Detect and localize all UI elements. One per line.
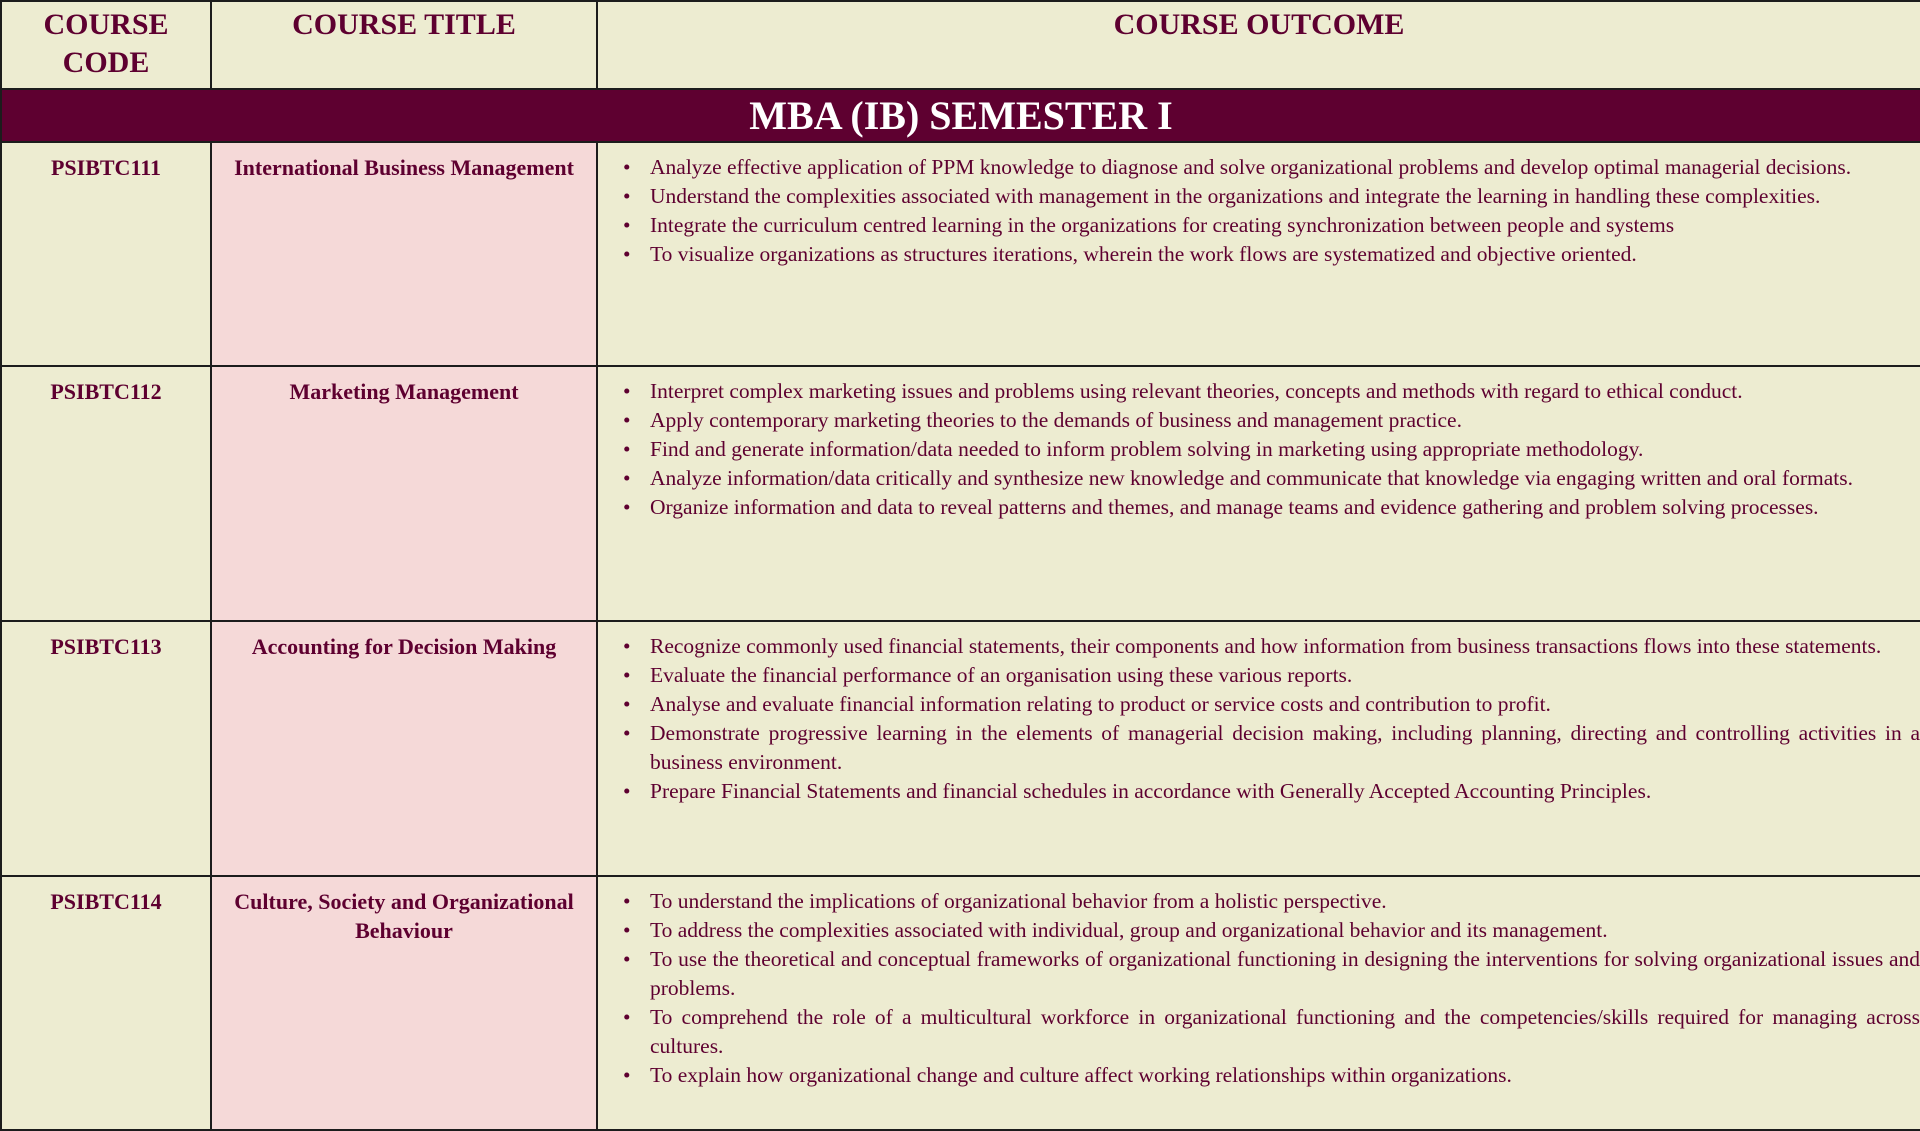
- semester-banner: MBA (IB) SEMESTER I: [1, 89, 1920, 142]
- outcome-item: • Organize information and data to reveal patterns and themes, and manage teams and evidence gathering and problem solving processes.: [650, 493, 1920, 522]
- course-code-cell: PSIBTC112: [1, 366, 211, 621]
- outcome-list: [598, 377, 1920, 522]
- header-course-outcome: COURSE OUTCOME: [597, 1, 1920, 89]
- outcome-list: [598, 887, 1920, 1090]
- table-row: [1, 621, 1920, 876]
- outcome-item: • To visualize organizations as structures iterations, wherein the work flows are systematized and objective oriented.: [650, 240, 1920, 269]
- course-outcome-cell: [597, 876, 1920, 1130]
- course-outcome-cell: [597, 142, 1920, 366]
- outcome-item: • Analyse and evaluate financial information relating to product or service costs and contribution to profit.: [650, 690, 1920, 719]
- outcome-item: • To address the complexities associated with individual, group and organizational behavior and its management.: [650, 916, 1920, 945]
- course-outcome-cell: [597, 366, 1920, 621]
- table-header-row: [1, 1, 1920, 89]
- outcome-item: • To explain how organizational change and culture affect working relationships within organizations.: [650, 1061, 1920, 1090]
- outcome-item: • To understand the implications of organizational behavior from a holistic perspective.: [650, 887, 1920, 916]
- outcome-item: • Find and generate information/data needed to inform problem solving in marketing using appropriate methodology.: [650, 435, 1920, 464]
- outcome-item: • Evaluate the financial performance of an organisation using these various reports.: [650, 661, 1920, 690]
- outcome-list: [598, 153, 1920, 269]
- course-outcome-cell: [597, 621, 1920, 876]
- course-code-cell: PSIBTC113: [1, 621, 211, 876]
- course-code-cell: PSIBTC114: [1, 876, 211, 1130]
- outcome-item: • Analyze effective application of PPM knowledge to diagnose and solve organizational problems and develop optimal managerial decisions.: [650, 153, 1920, 182]
- outcome-item: • Demonstrate progressive learning in the elements of managerial decision making, including planning, directing and controlling activities in a business environment.: [650, 719, 1920, 777]
- outcome-item: • Understand the complexities associated with management in the organizations and integrate the learning in handling these complexities.: [650, 182, 1920, 211]
- outcome-item: • Prepare Financial Statements and financial schedules in accordance with Generally Accepted Accounting Principles.: [650, 777, 1920, 806]
- header-course-code: COURSE CODE: [1, 1, 211, 89]
- course-title-cell: International Business Management: [211, 142, 597, 366]
- outcome-item: • Interpret complex marketing issues and problems using relevant theories, concepts and methods with regard to ethical conduct.: [650, 377, 1920, 406]
- outcome-item: • To comprehend the role of a multicultural workforce in organizational functioning and the competencies/skills required for managing across cultures.: [650, 1003, 1920, 1061]
- outcome-item: • Recognize commonly used financial statements, their components and how information from business transactions flows into these statements.: [650, 632, 1920, 661]
- table-row: [1, 876, 1920, 1130]
- outcome-item: • Integrate the curriculum centred learning in the organizations for creating synchronization between people and systems: [650, 211, 1920, 240]
- course-title-cell: Marketing Management: [211, 366, 597, 621]
- semester-banner-row: [1, 89, 1920, 142]
- outcome-item: • To use the theoretical and conceptual frameworks of organizational functioning in designing the interventions for solving organizational issues and problems.: [650, 945, 1920, 1003]
- course-title-cell: Accounting for Decision Making: [211, 621, 597, 876]
- outcome-item: • Apply contemporary marketing theories to the demands of business and management practice.: [650, 406, 1920, 435]
- outcome-item: • Analyze information/data critically and synthesize new knowledge and communicate that knowledge via engaging written and oral formats.: [650, 464, 1920, 493]
- outcome-list: [598, 632, 1920, 806]
- course-code-cell: PSIBTC111: [1, 142, 211, 366]
- header-course-title: COURSE TITLE: [211, 1, 597, 89]
- course-title-cell: Culture, Society and Organizational Behaviour: [211, 876, 597, 1130]
- table-row: [1, 366, 1920, 621]
- table-row: [1, 142, 1920, 366]
